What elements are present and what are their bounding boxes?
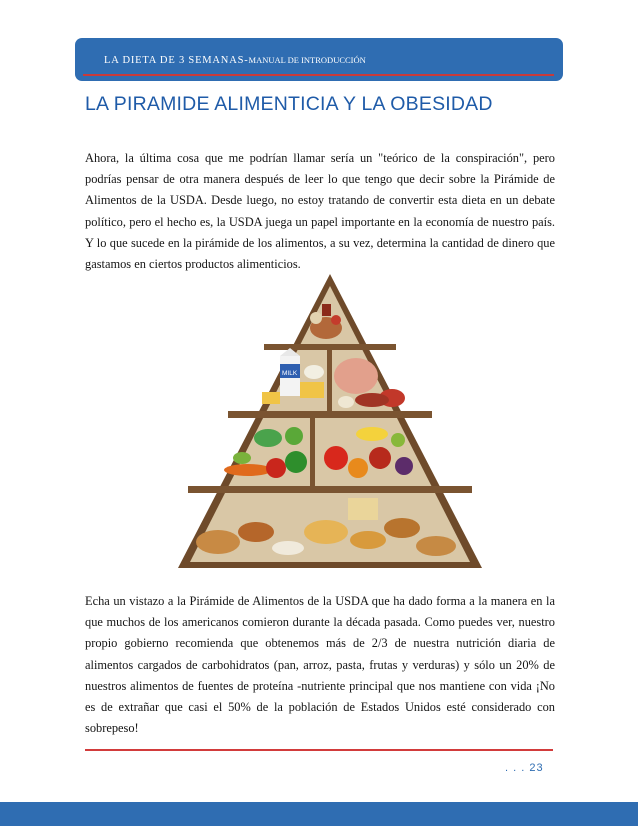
- milk-carton-label: MILK: [282, 370, 298, 377]
- food-pyramid-image: [176, 272, 484, 570]
- page-number: . . . 23: [505, 762, 544, 774]
- header-title: [104, 55, 504, 73]
- header-title-sub: MANUAL DE INTRODUCCIÓN: [248, 55, 366, 65]
- header-rule: [83, 74, 554, 76]
- paragraph-intro: Ahora, la última cosa que me podrían llamar sería un "teórico de la conspiración", pero podrías pensar de otra manera después de leer lo que tengo que decir sobre la Pirámide de Alimentos de la USDA. Desde luego, no estoy tratando de convertir esta dieta en un debate político, pero el hecho es, la USDA juega un papel importante en la economía de nuestro país. Y lo que sucede en la pirámide de los alimentos, a su vez, determina la cantidad de dinero que gastamos en ciertos productos alimenticios.: [85, 151, 555, 272]
- header-title-main: LA DIETA DE 3 SEMANAS-: [104, 55, 249, 66]
- bottom-band: [0, 802, 638, 826]
- protein-shelf: [334, 358, 405, 408]
- page-title: LA PIRAMIDE ALIMENTICIA Y LA OBESIDAD: [85, 93, 493, 115]
- paragraph-analysis: Echa un vistazo a la Pirámide de Alimentos de la USDA que ha dado forma a la manera en la que muchos de los americanos comieron durante la década pasada. Como puedes ver, nuestro propio gobierno recomienda que obtenemos más de 2/3 de nuestra nutrición diaria de alimentos cargados de carbohidratos (pan, arroz, pasta, frutas y verduras) y sólo un 20% de nuestros alimentos de fuentes de proteína -nutriente principal que nos mantiene con vida ¡No es de extrañar que casi el 50% de la población de Estados Unidos esté considerado con sobrepeso!: [85, 594, 555, 736]
- footer-rule: [85, 749, 553, 751]
